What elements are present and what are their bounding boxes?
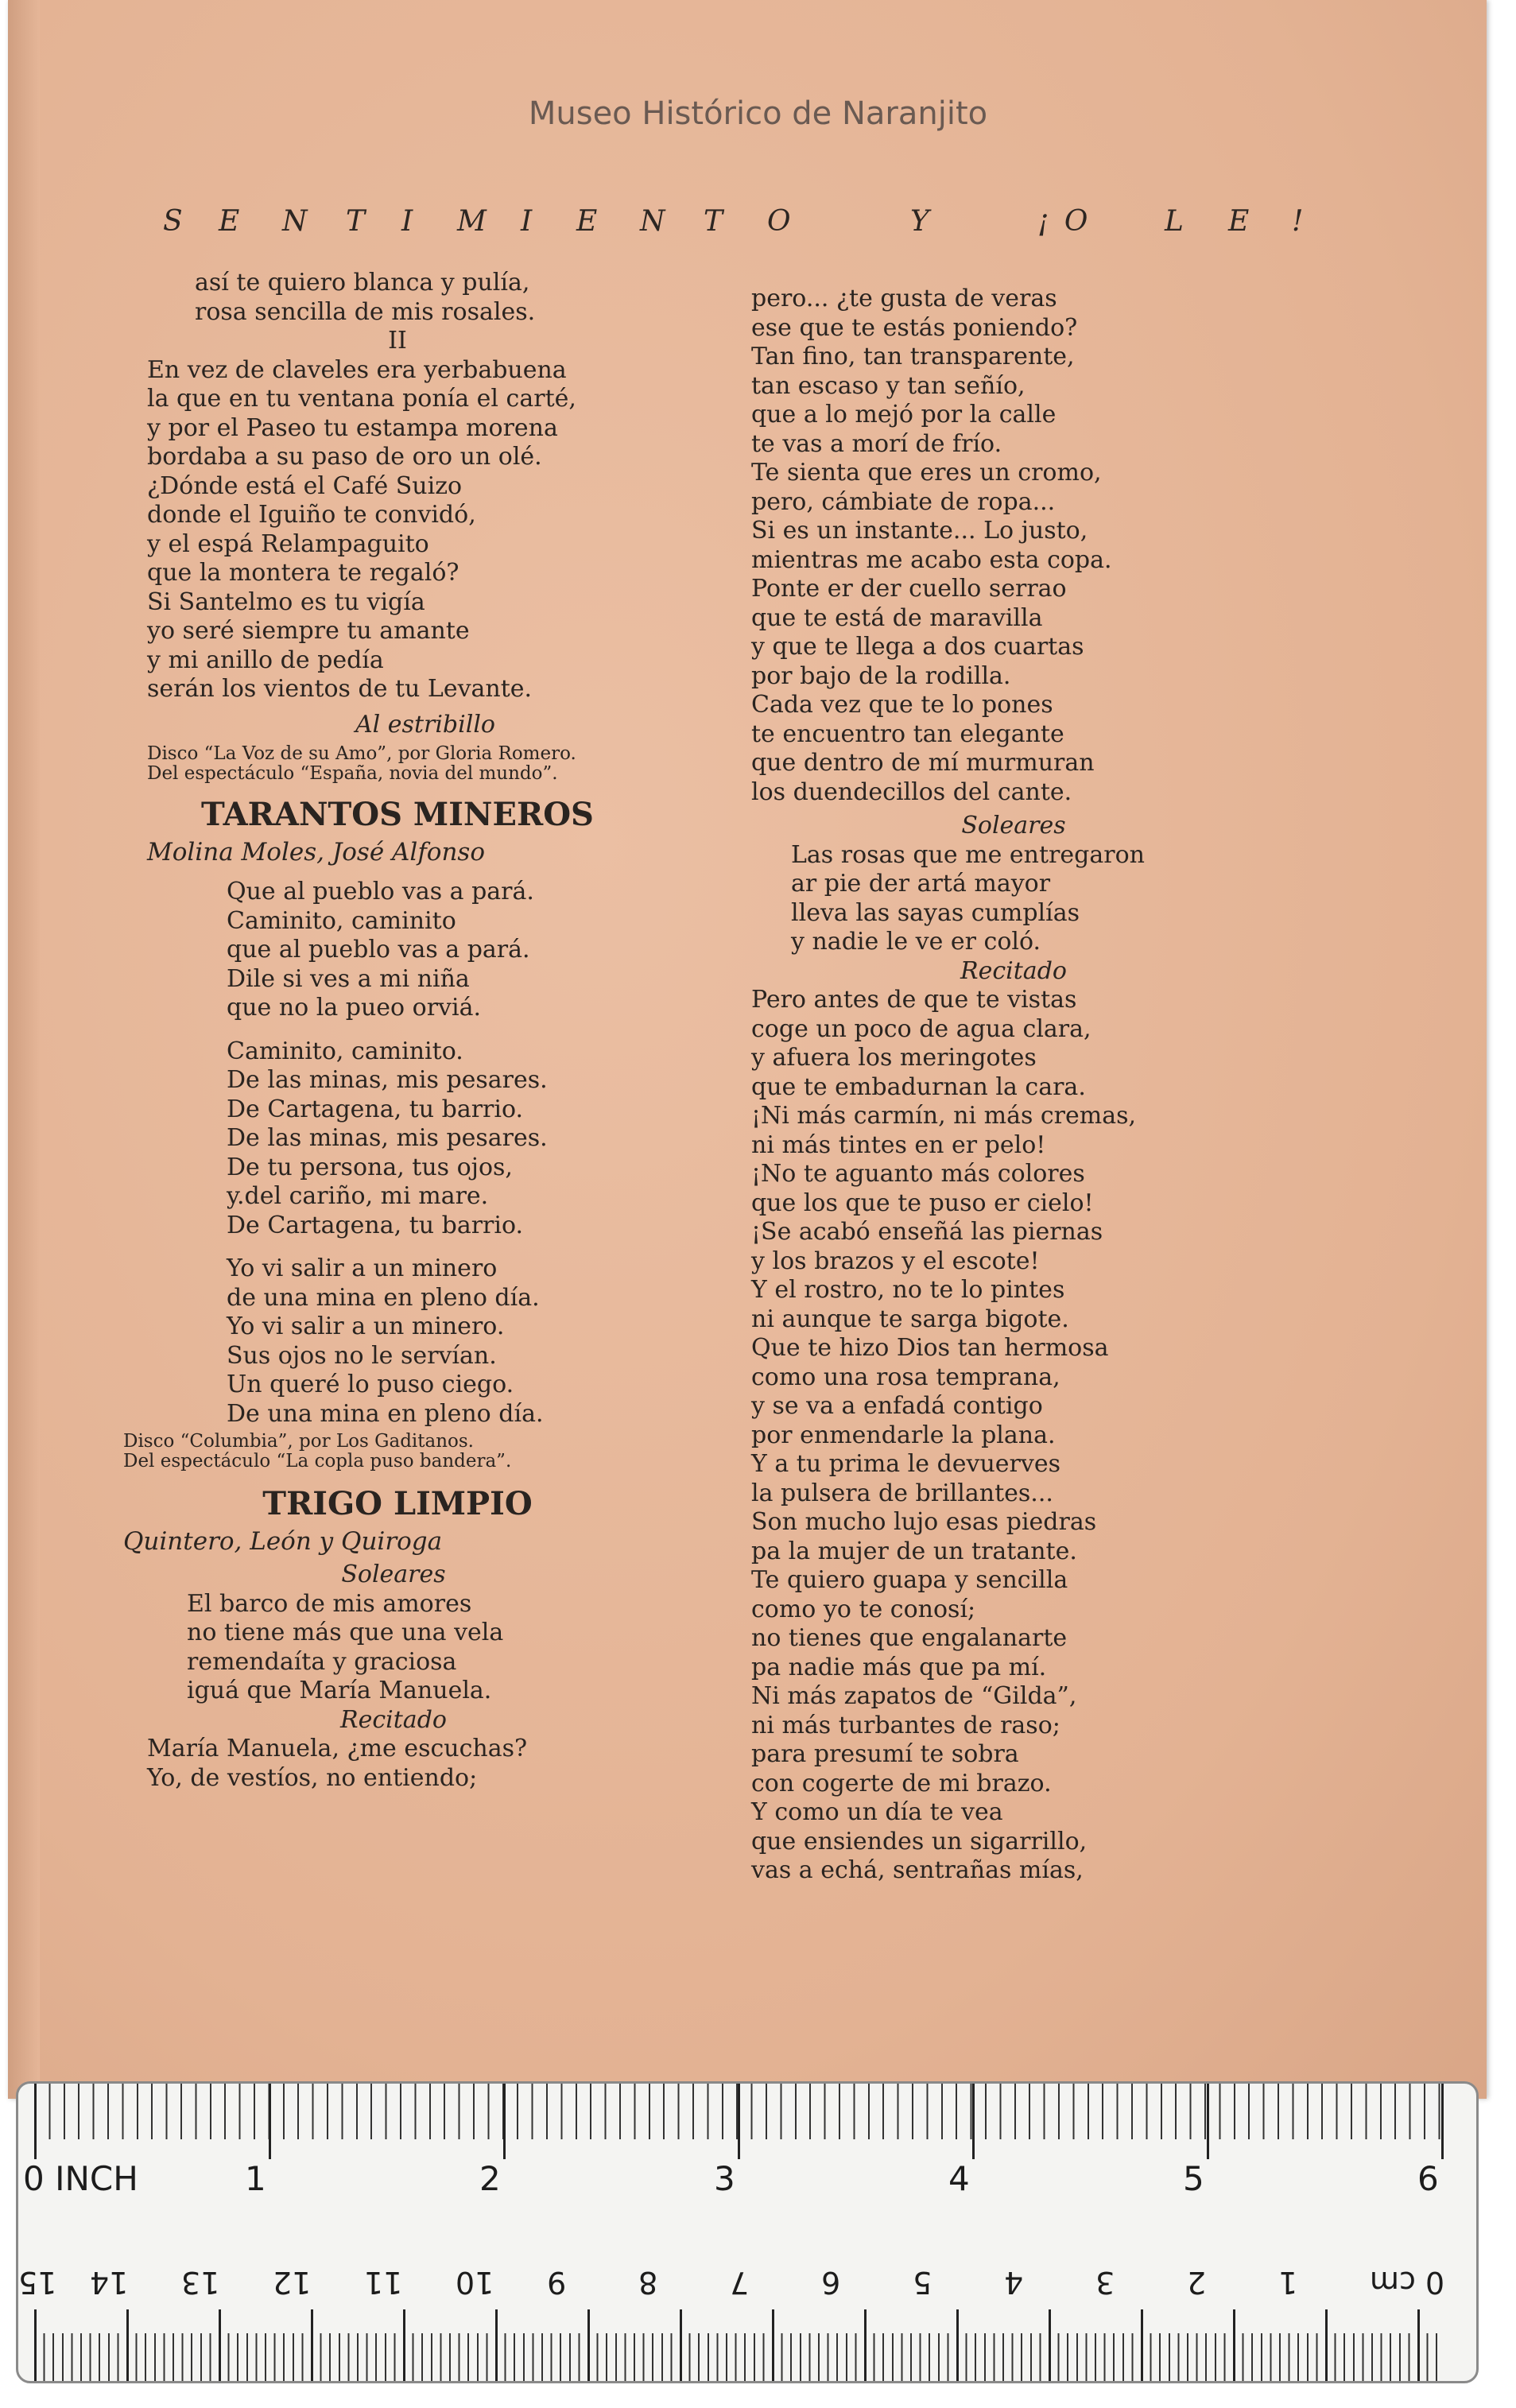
verse-line: Y a tu prima le devuerves	[751, 1450, 1060, 1478]
cm-label: 9	[547, 2265, 567, 2300]
right-column	[751, 285, 1387, 1886]
verse-line: Ni más zapatos de “Gilda”,	[751, 1682, 1077, 1710]
verse-line: que a lo mejó por la calle	[751, 401, 1057, 428]
verse-line: ¡Se acabó enseñá las piernas	[751, 1218, 1103, 1246]
running-head-letter: ¡ O	[1037, 205, 1091, 238]
running-head-letter: O	[767, 205, 794, 238]
verse-line: como yo te conosí;	[751, 1595, 976, 1623]
recitado-label: Recitado	[340, 1705, 447, 1734]
soleares-label: Soleares	[341, 1561, 446, 1588]
running-head-letter: L	[1165, 205, 1187, 238]
measuring-ruler	[16, 2081, 1479, 2383]
running-head-letter: I	[401, 205, 417, 238]
verse-line: y por el Paseo tu estampa morena	[147, 413, 558, 442]
verse-line: y los brazos y el escote!	[751, 1247, 1040, 1275]
verse-line: remendaíta y graciosa	[187, 1647, 457, 1676]
verse-line: que te está de maravilla	[751, 603, 1043, 632]
verse-line: ar pie der artá mayor	[791, 870, 1051, 898]
verse-line: De las minas, mis pesares.	[227, 1066, 548, 1094]
credit-line: Del espectáculo “España, novia del mundo”.	[147, 763, 558, 784]
verse-line: la que en tu ventana ponía el carté,	[147, 385, 576, 413]
verse-line: ni aunque te sarga bigote.	[751, 1305, 1069, 1333]
cm-label: 1	[1278, 2265, 1298, 2300]
verse-line: Yo vi salir a un minero	[227, 1254, 498, 1282]
verse-line: De las minas, mis pesares.	[227, 1124, 548, 1152]
running-head-letter: T	[704, 205, 727, 238]
credit-line: Disco “Columbia”, por Los Gaditanos.	[123, 1431, 474, 1452]
verse-line: Sus ojos no le servían.	[227, 1341, 497, 1370]
verse-line: Pero antes de que te vistas	[751, 986, 1077, 1014]
running-head-letter: N	[282, 205, 311, 238]
verse-line: Que al pueblo vas a pará.	[227, 878, 534, 905]
verse-line: tan escaso y tan señío,	[751, 371, 1026, 400]
verse-line: En vez de claveles era yerbabuena	[147, 355, 567, 384]
verse-line: Tan fino, tan transparente,	[751, 343, 1075, 370]
running-head-letter: S	[163, 205, 186, 238]
verse-line: yo seré siempre tu amante	[147, 617, 470, 645]
running-head-letter: M	[457, 205, 490, 238]
verse-line: te vas a morí de frío.	[751, 429, 1002, 458]
verse-line: Yo vi salir a un minero.	[227, 1313, 505, 1340]
section-two-stanza	[147, 356, 751, 704]
verse-line: serán los vientos de tu Levante.	[147, 675, 533, 703]
verse-line: ¿Dónde está el Café Suizo	[147, 471, 463, 500]
stanza	[751, 986, 1387, 1886]
cm-label: 2	[1187, 2265, 1207, 2300]
song-author: Quintero, León y Quiroga	[123, 1527, 443, 1556]
record-credit	[123, 1432, 751, 1472]
verse-line: y.del cariño, mi mare.	[227, 1182, 489, 1210]
verse-line: lleva las sayas cumplías	[791, 898, 1080, 927]
song-author: Molina Moles, José Alfonso	[147, 838, 485, 867]
credit-line: Del espectáculo “La copla puso bandera”.	[123, 1451, 512, 1472]
verse-line: Son mucho lujo esas piedras	[751, 1508, 1097, 1536]
stanza	[751, 285, 1387, 807]
cm-label: 6	[821, 2265, 841, 2300]
verse-line: Te quiero guapa y sencilla	[751, 1566, 1068, 1594]
inch-label: 2	[479, 2159, 501, 2198]
verse-line: así te quiero blanca y pulía,	[195, 269, 530, 297]
verse-line: Cada vez que te lo pones	[751, 691, 1053, 719]
cm-label: 8	[638, 2265, 658, 2300]
verse-line: Las rosas que me entregaron	[791, 840, 1145, 869]
credit-line: Disco “La Voz de su Amo”, por Gloria Romero.	[147, 743, 576, 764]
verse-line: coge un poco de agua clara,	[751, 1014, 1091, 1043]
verse-line: la pulsera de brillantes...	[751, 1479, 1053, 1507]
verse-line: Si Santelmo es tu vigía	[147, 587, 425, 616]
estribillo-label: Al estribillo	[355, 710, 495, 739]
verse-line: iguá que María Manuela.	[187, 1677, 492, 1704]
verse-line: como una rosa temprana,	[751, 1363, 1060, 1391]
cm-label: 3	[1095, 2265, 1115, 2300]
verse-line: pero, cámbiate de ropa...	[751, 487, 1056, 516]
section-numeral: II	[388, 327, 407, 355]
verse-line: que no la pueo orviá.	[227, 994, 481, 1022]
verse-line: Caminito, caminito	[227, 906, 456, 935]
cm-label: 12	[273, 2265, 312, 2300]
running-head-letter: E	[1228, 205, 1253, 238]
verse-line: y afuera los meringotes	[751, 1044, 1037, 1072]
song-title: TRIGO LIMPIO	[262, 1485, 533, 1522]
verse-line: ese que te estás poniendo?	[751, 313, 1078, 342]
running-head-letter: I	[521, 205, 536, 238]
left-column	[123, 269, 751, 1793]
stanza	[147, 1590, 751, 1706]
verse-line: donde el Iguiño te convidó,	[147, 501, 476, 529]
inch-label: 4	[948, 2159, 970, 2198]
cm-label: 7	[730, 2265, 750, 2300]
running-head-letter: E	[576, 205, 601, 238]
stanza	[751, 841, 1387, 957]
intro-stanza	[147, 269, 751, 327]
verse-line: los duendecillos del cante.	[751, 777, 1072, 806]
verse-line: Si es un instante... Lo justo,	[751, 517, 1088, 545]
verse-line: para presumí te sobra	[751, 1740, 1019, 1768]
cm-label: 11	[364, 2265, 403, 2300]
cm-label: 13	[181, 2265, 220, 2300]
verse-line: De tu persona, tus ojos,	[227, 1153, 513, 1181]
verse-line: Caminito, caminito.	[227, 1037, 463, 1065]
verse-line: El barco de mis amores	[187, 1589, 472, 1618]
verse-line: vas a echá, sentrañas mías,	[751, 1856, 1084, 1884]
running-head-letter: E	[219, 205, 243, 238]
cm-label: 14	[90, 2265, 129, 2300]
verse-line: Que te hizo Dios tan hermosa	[751, 1334, 1109, 1362]
verse-line: por bajo de la rodilla.	[751, 661, 1011, 690]
inch-label: 3	[714, 2159, 735, 2198]
stanza	[147, 1254, 751, 1429]
verse-line: Yo, de vestíos, no entiendo;	[147, 1763, 478, 1792]
page-fold-shadow	[8, 0, 40, 2099]
inch-label: 0 INCH	[23, 2159, 138, 2198]
verse-line: y mi anillo de pedía	[147, 646, 384, 674]
cm-label: 10	[456, 2265, 494, 2300]
verse-line: que al pueblo vas a pará.	[227, 936, 530, 964]
verse-line: ¡Ni más carmín, ni más cremas,	[751, 1102, 1137, 1130]
verse-line: De Cartagena, tu barrio.	[227, 1095, 524, 1123]
stanza	[147, 1735, 751, 1793]
cm-label: 4	[1004, 2265, 1024, 2300]
inch-major-ticks	[34, 2084, 1444, 2159]
verse-line: De una mina en pleno día.	[227, 1399, 544, 1428]
verse-line: y que te llega a dos cuartas	[751, 633, 1084, 661]
song-title: TARANTOS MINEROS	[201, 796, 594, 833]
inch-label: 5	[1183, 2159, 1204, 2198]
verse-line: pero... ¿te gusta de veras	[751, 285, 1057, 312]
verse-line: que te embadurnan la cara.	[751, 1072, 1086, 1101]
running-head-letter: !	[1292, 205, 1307, 238]
verse-line: Ponte er der cuello serrao	[751, 575, 1067, 603]
inch-label: 6	[1417, 2159, 1439, 2198]
verse-line: rosa sencilla de mis rosales.	[195, 297, 536, 326]
verse-line: Dile si ves a mi niña	[227, 964, 470, 993]
verse-line: y nadie le ve er coló.	[791, 928, 1041, 956]
watermark: Museo Histórico de Naranjito	[528, 95, 988, 132]
verse-line: no tienes que engalanarte	[751, 1624, 1068, 1652]
verse-line: ¡No te aguanto más colores	[751, 1160, 1085, 1188]
verse-line: bordaba a su paso de oro un olé.	[147, 443, 542, 471]
running-head-letter: Y	[910, 205, 932, 238]
verse-line: de una mina en pleno día.	[227, 1283, 540, 1312]
verse-line: con cogerte de mi brazo.	[751, 1769, 1052, 1797]
running-head-letter: T	[346, 205, 369, 238]
verse-line: no tiene más que una vela	[187, 1619, 504, 1646]
verse-line: que dentro de mí murmuran	[751, 749, 1095, 777]
verse-line: ni más turbantes de raso;	[751, 1711, 1060, 1739]
verse-line: pa la mujer de un tratante.	[751, 1537, 1077, 1565]
verse-line: mientras me acabo esta copa.	[751, 545, 1112, 574]
record-credit	[147, 744, 751, 784]
inch-label: 1	[245, 2159, 266, 2198]
verse-line: María Manuela, ¿me escuchas?	[147, 1735, 528, 1762]
recitado-label: Recitado	[960, 956, 1067, 985]
verse-line: Y como un día te vea	[751, 1798, 1003, 1826]
verse-line: y el espá Relampaguito	[147, 529, 429, 558]
verse-line: De Cartagena, tu barrio.	[227, 1211, 524, 1239]
verse-line: por enmendarle la plana.	[751, 1421, 1056, 1449]
verse-line: que la montera te regaló?	[147, 559, 459, 587]
verse-line: Y el rostro, no te lo pintes	[751, 1276, 1065, 1304]
verse-line: ni más tintes en er pelo!	[751, 1130, 1046, 1159]
verse-line: Un queré lo puso ciego.	[227, 1371, 514, 1398]
cm-label: 0 cm	[1370, 2265, 1445, 2300]
cm-label: 5	[913, 2265, 932, 2300]
verse-line: que ensiendes un sigarrillo,	[751, 1827, 1088, 1855]
stanza	[147, 878, 751, 1023]
stanza	[147, 1037, 751, 1241]
running-head-letter: N	[640, 205, 669, 238]
verse-line: Te sienta que eres un cromo,	[751, 459, 1102, 487]
verse-line: que los que te puso er cielo!	[751, 1188, 1094, 1217]
soleares-label: Soleares	[961, 812, 1066, 840]
verse-line: te encuentro tan elegante	[751, 719, 1064, 748]
cm-label: 15	[18, 2265, 57, 2300]
verse-line: y se va a enfadá contigo	[751, 1392, 1043, 1420]
verse-line: pa nadie más que pa mí.	[751, 1653, 1047, 1681]
cm-major-ticks	[34, 2309, 1444, 2381]
